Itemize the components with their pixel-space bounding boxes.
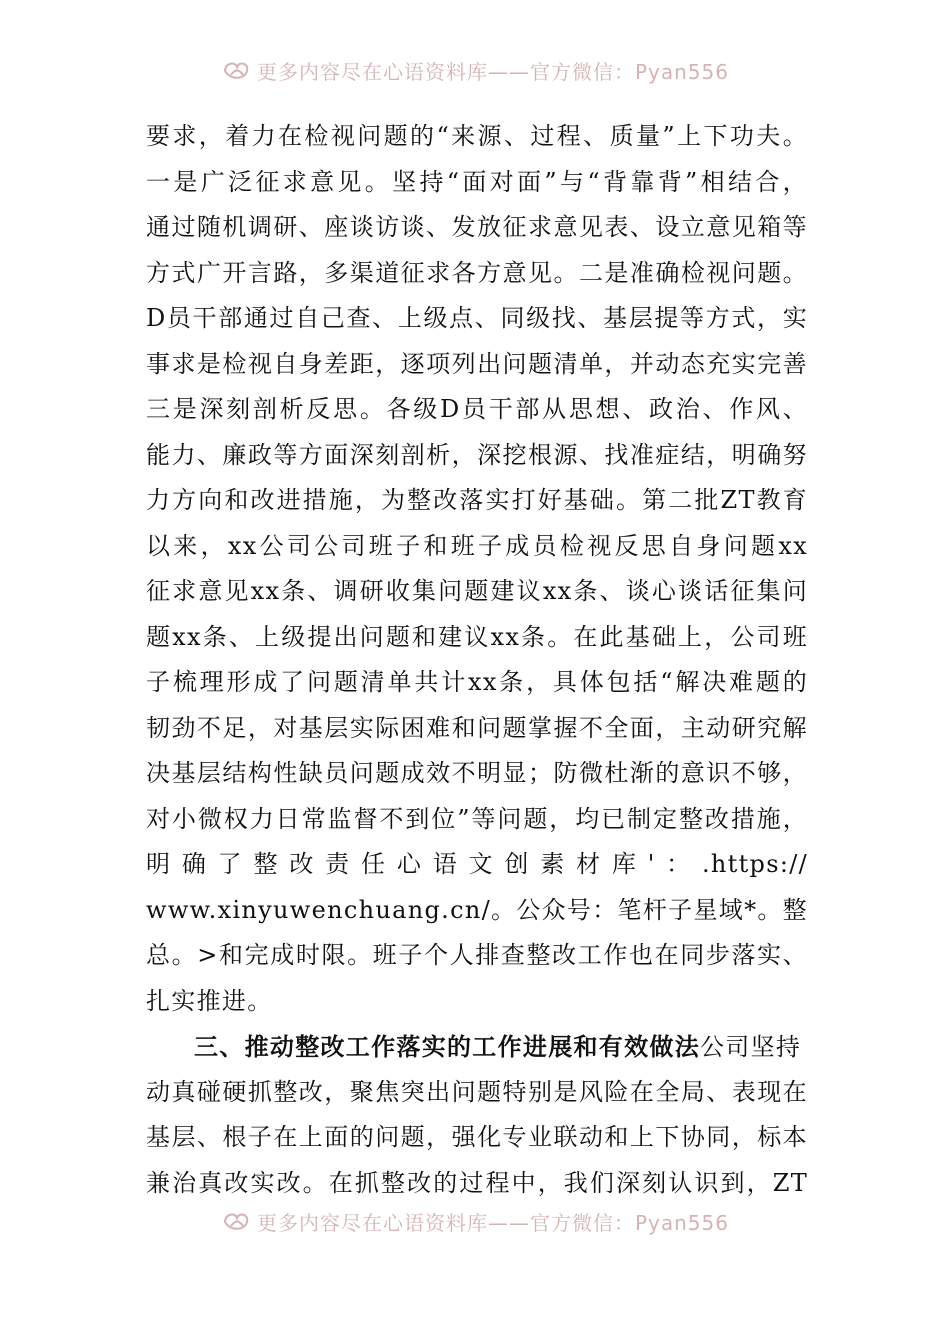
body-line: 总。>和完成时限。班子个人排查整改工作也在同步落实、 [146,941,808,969]
watermark-logo-icon [221,1208,251,1234]
watermark-text: 更多内容尽在心语资料库——官方微信：Pyan556 [256,59,729,84]
body-line: 以来，xx公司公司班子和班子成员检视反思自身问题xx [146,531,808,560]
body-line: 对小微权力日常监督不到位”等问题，均已制定整改措施， [146,804,808,833]
watermark-header [0,52,950,88]
watermark-logo-icon [221,57,251,83]
section-heading: 三、推动整改工作落实的工作进展和有效做法 [194,1032,700,1061]
body-line: 题xx条、上级提出问题和建议xx条。在此基础上，公司班 [146,622,808,651]
section-first-line [146,1024,808,1070]
body-line: 力方向和改进措施，为整改落实打好基础。第二批ZT教育 [146,486,808,514]
watermark-text: 更多内容尽在心语资料库——官方微信：Pyan556 [256,1210,729,1235]
section-line: 动真碰硬抓整改，聚焦突出问题特别是风险在全局、表现在 [146,1077,808,1106]
body-line: 扎实推进。 [146,986,273,1015]
body-line: 能力、廉政等方面深刻剖析，深挖根源、找准症结，明确努 [146,440,808,469]
body-line: 要求，着力在检视问题的“来源、过程、质量”上下功夫。 [146,122,808,150]
body-line: 方式广开言路，多渠道征求各方意见。二是准确检视问题。 [146,258,808,287]
body-line: 三是深刻剖析反思。各级D员干部从思想、政治、作风、 [146,395,808,423]
body-line: D员干部通过自己查、上级点、同级找、基层提等方式，实 [146,304,808,332]
body-line: 子梳理形成了问题清单共计xx条，具体包括“解决难题的 [146,668,808,696]
body-line: 一是广泛征求意见。坚持“面对面”与“背靠背”相结合， [146,167,808,196]
body-line: 决基层结构性缺员问题成效不明显；防微杜渐的意识不够， [146,759,808,787]
body-line: 韧劲不足，对基层实际困难和问题掌握不全面，主动研究解 [146,713,808,742]
watermark-footer [0,1203,950,1239]
body-line: 征求意见xx条、调研收集问题建议xx条、谈心谈话征集问 [146,577,808,605]
body-line: www.xinyuwenchuang.cn/。公众号：笔杆子星域*。整 [146,895,808,924]
document-body [146,114,808,1206]
section-line: 基层、根子在上面的问题，强化专业联动和上下协同，标本 [146,1123,808,1151]
section-line: 兼治真改实改。在抓整改的过程中，我们深刻认识到，ZT [146,1168,808,1197]
section-first-line-text: 公司坚持 [700,1033,802,1061]
body-line: 通过随机调研、座谈访谈、发放征求意见表、设立意见箱等 [146,213,808,241]
body-line: 明确了整改责任心语文创素材库'：.https:// [146,850,808,878]
body-line: 事求是检视自身差距，逐项列出问题清单，并动态充实完善 [146,349,808,378]
